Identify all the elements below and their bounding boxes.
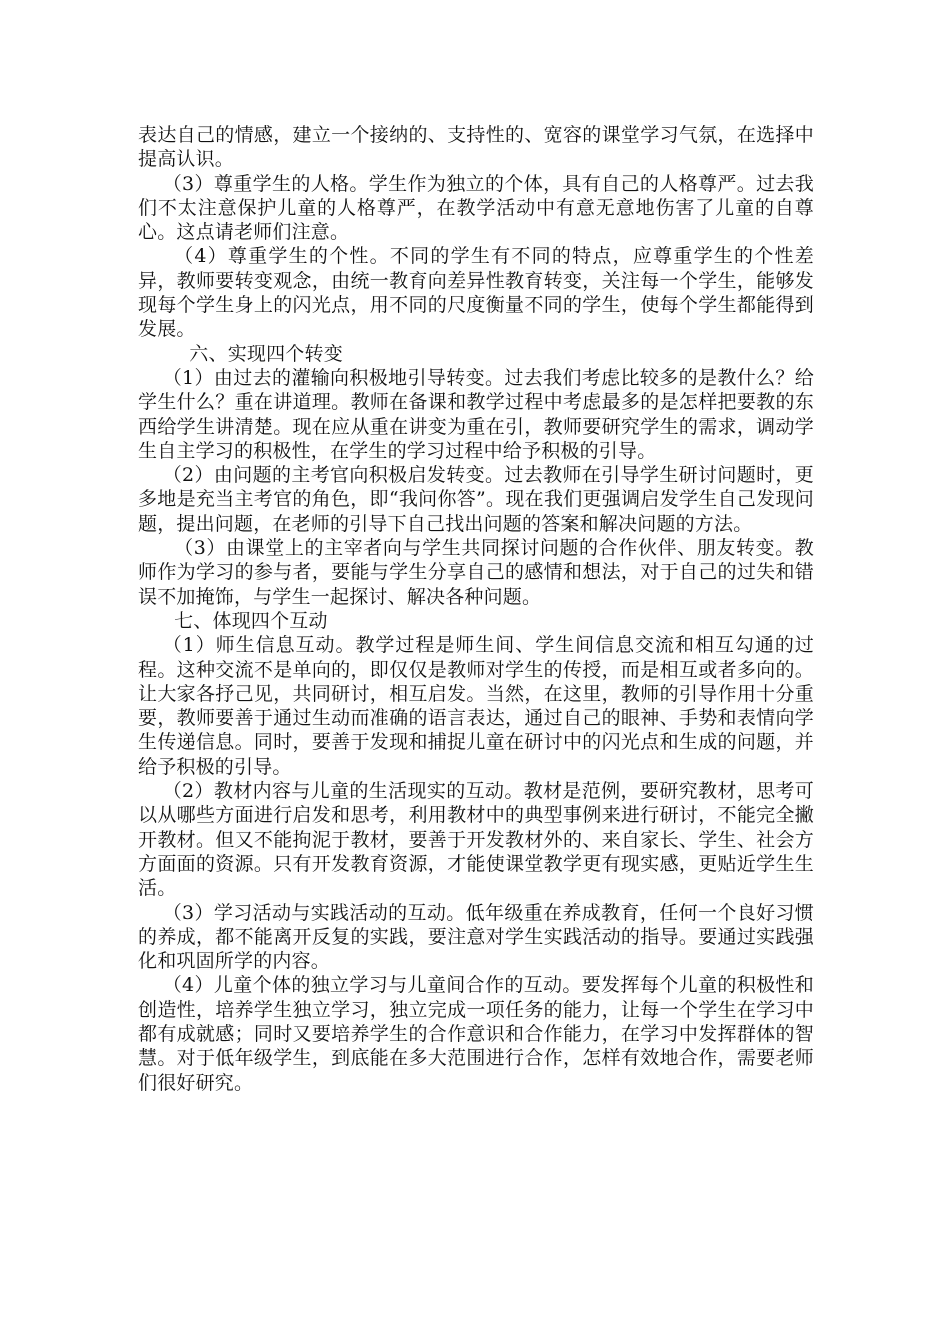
paragraph: （1）由过去的灌输向积极地引导转变。过去我们考虑比较多的是教什么？给学生什么？重在讲道理。教师在备课和教学过程中考虑最多的是怎样把要教的东西给学生讲清楚。现在应从重在讲变为重在引，教师要研究学生的需求，调动学生自主学习的积极性，在学生的学习过程中给予积极的引导。 — [138, 366, 814, 462]
section-heading: 六、实现四个转变 — [189, 342, 343, 365]
section-heading: 七、体现四个互动 — [174, 609, 328, 632]
paragraph: （3）尊重学生的人格。学生作为独立的个体，具有自己的人格尊严。过去我们不太注意保护儿童的人格尊严，在教学活动中有意无意地伤害了儿童的自尊心。这点请老师们注意。 — [138, 172, 814, 244]
paragraph: （4）尊重学生的个性。不同的学生有不同的特点，应尊重学生的个性差异，教师要转变观念，由统一教育向差异性教育转变，关注每一个学生，能够发现每个学生身上的闪光点，用不同的尺度衡量不同的学生，使每个学生都能得到发展。 — [138, 245, 814, 341]
paragraph: （3）由课堂上的主宰者向与学生共同探讨问题的合作伙伴、朋友转变。教师作为学习的参与者，要能与学生分享自己的感情和想法，对于自己的过失和错误不加掩饰，与学生一起探讨、解决各种问题。 — [138, 537, 814, 608]
paragraph: （1）师生信息互动。教学过程是师生间、学生间信息交流和相互勾通的过程。这种交流不是单向的，即仅仅是教师对学生的传授，而是相互或者多向的。让大家各抒己见，共同研讨，相互启发。当然，在这里，教师的引导作用十分重要，教师要善于通过生动而准确的语言表达，通过自己的眼神、手势和表情向学生传递信息。同时，要善于发现和捕捉儿童在研讨中的闪光点和生成的问题，并给予积极的引导。 — [138, 634, 814, 778]
paragraph: （2）教材内容与儿童的生活现实的互动。教材是范例，要研究教材，思考可以从哪些方面进行启发和思考，利用教材中的典型事例来进行研讨，不能完全撇开教材。但又不能拘泥于教材，要善于开发教材外的、来自家长、学生、社会方方面面的资源。只有开发教育资源，才能使课堂教学更有现实感，更贴近学生生活。 — [138, 780, 814, 900]
paragraph: （3）学习活动与实践活动的互动。低年级重在养成教育，任何一个良好习惯的养成，都不能离开反复的实践，要注意对学生实践活动的指导。要通过实践强化和巩固所学的内容。 — [138, 901, 814, 973]
paragraph: （2）由问题的主考官向积极启发转变。过去教师在引导学生研讨问题时，更多地是充当主考官的角色，即“我问你答”。现在我们更强调启发学生自己发现问题，提出问题，在老师的引导下自己找出问题的答案和解决问题的方法。 — [138, 464, 814, 535]
document-page — [138, 123, 814, 1095]
paragraph: 表达自己的情感，建立一个接纳的、支持性的、宽容的课堂学习气氛，在选择中提高认识。 — [138, 124, 814, 171]
paragraph: （4）儿童个体的独立学习与儿童间合作的互动。要发挥每个儿童的积极性和创造性，培养学生独立学习，独立完成一项任务的能力，让每一个学生在学习中都有成就感；同时又要培养学生的合作意识和合作能力，在学习中发挥群体的智慧。对于低年级学生，到底能在多大范围进行合作，怎样有效地合作，需要老师们很好研究。 — [138, 974, 814, 1094]
